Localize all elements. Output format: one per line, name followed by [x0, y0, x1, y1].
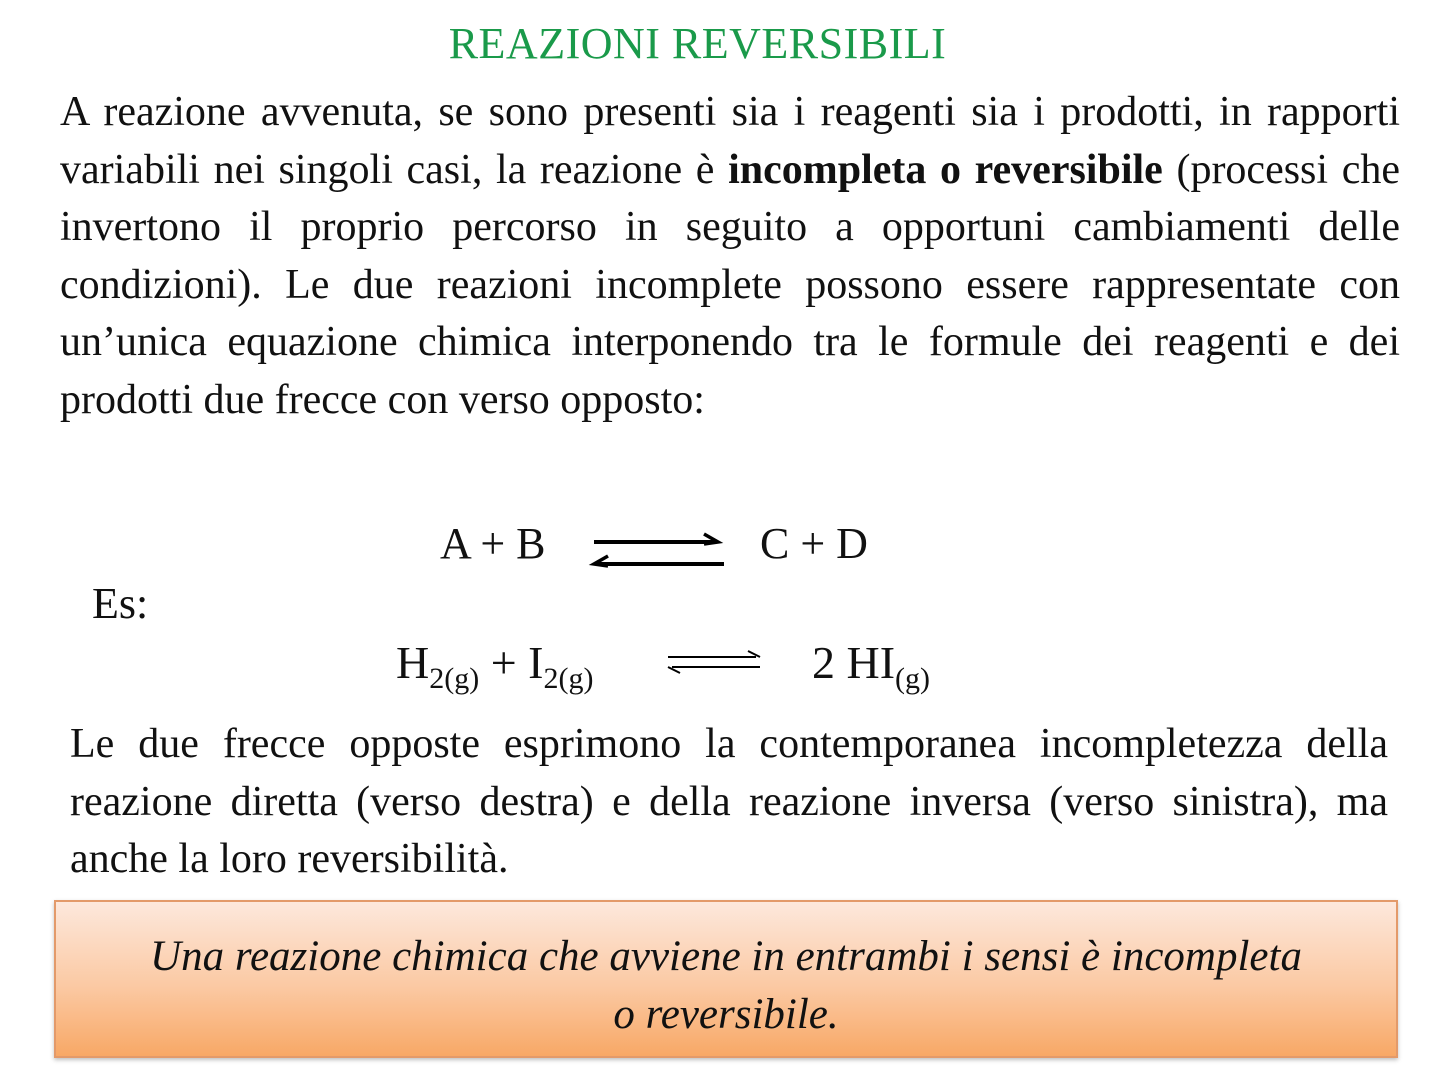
iodine-subscript: 2(g) — [543, 662, 594, 695]
intro-text-part1: A reazione avvenuta, se sono presenti sia i reagenti sia i prodotti, in rapporti variabili nei singoli casi, la reazione è — [60, 89, 1400, 193]
intro-paragraph — [60, 84, 1400, 429]
general-equation-products: C + D — [760, 519, 868, 568]
hydrogen-subscript: 2(g) — [429, 662, 480, 695]
iodine-symbol: I — [528, 637, 544, 688]
explanation-paragraph: Le due frecce opposte esprimono la contemporanea incompletezza della reazione diretta (verso destra) e della reazione inversa (verso sinistra), ma anche la loro reversibilità. — [70, 721, 1388, 882]
equilibrium-arrows-icon — [588, 530, 728, 574]
example-label: Es: — [92, 579, 149, 628]
general-equation-reactants: A + B — [440, 519, 546, 568]
example-equation-reactants — [396, 636, 593, 696]
definition-line-2: o reversibile. — [613, 991, 839, 1038]
hydrogen-iodide-subscript: (g) — [895, 662, 931, 695]
hydrogen-iodide-formula: 2 HI — [812, 637, 896, 688]
definition-box — [54, 900, 1398, 1058]
definition-line-1: Una reazione chimica che avviene in entrambi i sensi è incompleta — [150, 933, 1302, 980]
equilibrium-arrows-icon-small — [664, 648, 764, 678]
hydrogen-symbol: H — [396, 637, 430, 688]
intro-bold-term: incompleta o reversibile — [728, 146, 1163, 193]
definition-text — [56, 928, 1396, 1044]
intro-text-part2: (processi che invertono il proprio percorso in seguito a opportuni cambiamenti delle condizioni). Le due reazioni incomplete possono essere rappresentate con un’unica equazione chimica interponendo tra le formule dei reagenti e dei prodotti due frecce con verso opposto: — [60, 146, 1400, 423]
page-title: REAZIONI REVERSIBILI — [448, 19, 947, 68]
example-equation-products — [812, 636, 930, 696]
plus-sign: + — [479, 637, 529, 688]
